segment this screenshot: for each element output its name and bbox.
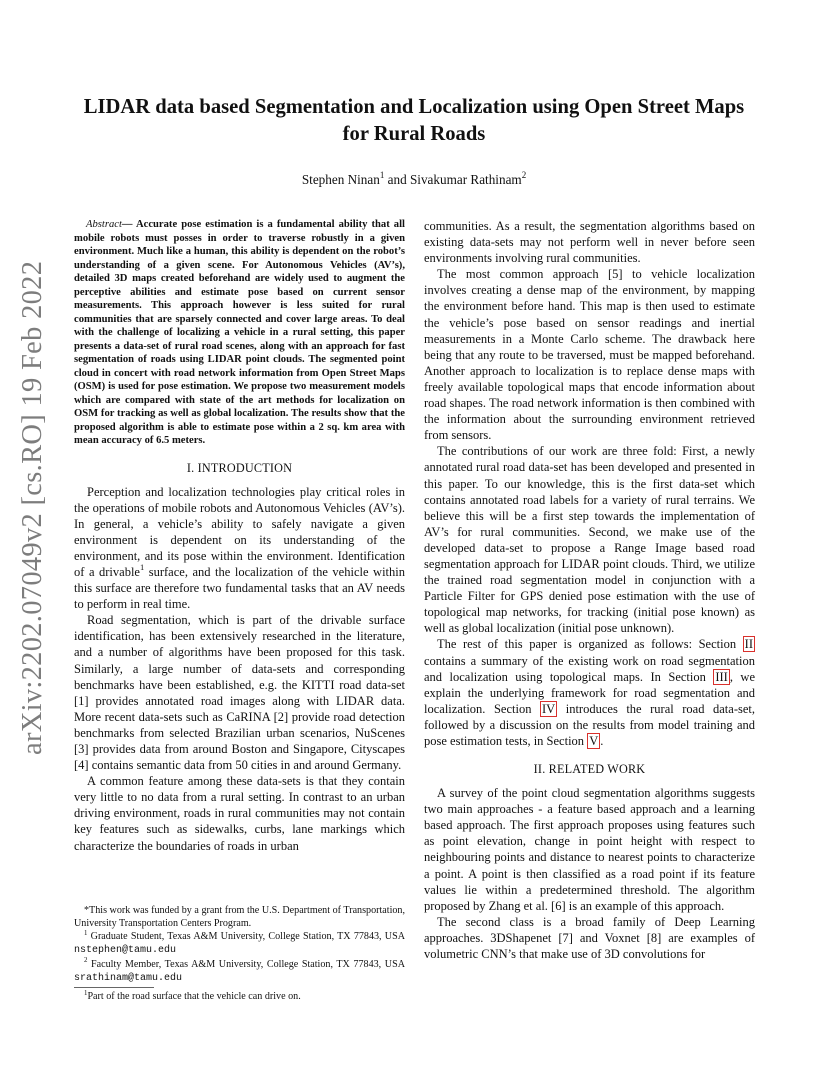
- section-link-ii[interactable]: II: [744, 637, 753, 652]
- footnote-1: [74, 991, 405, 1004]
- affiliation-mark: 2: [84, 957, 88, 965]
- paragraph-text: The rest of this paper is organized as follows: Section: [437, 637, 743, 652]
- footnote-mark: 1: [84, 989, 88, 997]
- intro-paragraph-4: The most common approach [5] to vehicle localization involves creating a dense map of the environment, by mapping the environment before hand. This map is then used to estimate the vehicle’s pose based on sensor readings and inertial measurements in a Monte Carlo scheme. The drawback here being that any route to be traversed, must be mapped beforehand. Another approach to localization is to replace dense maps with freely available topological maps that encode information about road shapes. The road network information is then combined with the information about the surrounding environment retrieved from sensors.: [424, 267, 755, 443]
- author-line: [70, 171, 758, 189]
- intro-paragraph-3: A common feature among these data-sets is that they contain very little to no data from a rural setting. In contrast to an urban driving environment, roads in rural communities may not contain key features such as sidewalks, curbs, lane markings which characterize the boundaries of roads in urban: [74, 774, 405, 853]
- affiliation-text: Faculty Member, Texas A&M University, College Station, TX 77843, USA: [87, 958, 405, 970]
- paragraph-text: contains a summary of the existing work on road segmentation and localization using topological maps. In Section: [424, 653, 755, 684]
- affiliation-mark: 1: [84, 929, 88, 937]
- related-paragraph-2: The second class is a broad family of Deep Learning approaches. 3DShapenet [7] and Voxnet [8] are examples of volumetric CNN’s that make use of 3D convolutions for: [424, 914, 755, 962]
- section-link-v[interactable]: V: [589, 734, 599, 748]
- section-link-iii[interactable]: III: [715, 669, 728, 684]
- left-column: [74, 218, 405, 854]
- section-heading-related-work: II. RELATED WORK: [533, 762, 646, 777]
- paragraph-text: , we explain the underlying framework for road segmentation and localization. Section: [424, 669, 755, 716]
- paper-title: LIDAR data based Segmentation and Localization using Open Street Maps for Rural Roads: [83, 96, 745, 145]
- footnotes: [74, 905, 405, 1005]
- related-paragraph-1: A survey of the point cloud segmentation algorithms suggests two main approaches - a feature based approach and a learning based approach. The first approach proposes using features such as point elevation, change in point height with respect to neighbouring points and distance to nearest points to characterize a point. A point is then classified as a road point if its feature values lie within a predetermined threshold. The algorithm proposed by Zhang et al. [6] is an example of this approach.: [424, 786, 755, 913]
- abstract: [74, 218, 405, 448]
- funding-footnote: *This work was funded by a grant from the U.S. Department of Transportation, University Transportation Centers Program.: [74, 905, 405, 929]
- abstract-text: — Accurate pose estimation is a fundamental ability that all mobile robots must posses in order to traverse robustly in a given environment. Much like a human, this ability is dependent on the robot’s understanding of a given scene. For Autonomous Vehicles (AV’s), detailed 3D maps created beforehand are widely used to augment the perceptive abilities and estimate pose based on current sensor measurements. This approach however is less suited for rural communities that are sparsely connected and cover large areas. To deal with the challenge of localizing a vehicle in a rural setting, this paper presents a data-set of rural road scenes, along with an approach for fast segmentation of roads using LIDAR point clouds. The segmented point cloud in concert with road network information from Open Street Maps (OSM) is used for pose estimation. We propose two measurement models which are compared with state of the art methods for localization on OSM for tracking as well as global localization. The results show that the proposed algorithm is able to estimate pose within a 2 sq. km area with mean accuracy of 6.5 meters.: [74, 219, 405, 446]
- intro-paragraph-5: The contributions of our work are three fold: First, a newly annotated rural road data-set has been developed and presented in this paper. To our knowledge, this is the first data-set which contains annotated road labels for a variety of rural terrains. We believe this will be a first step towards the implementation of AV’s for rural communities. Second, we make use of the developed data-set to propose a Range Image based road segmentation approach for LIDAR point clouds. Third, we utilize the trained road segmentation model in conjunction with a Particle Filter for GPS denied pose estimation with the use of topological map networks, for tracking (initial pose known) as well as global localization (initial pose unknown).: [424, 444, 755, 636]
- footnote-divider: [74, 987, 154, 988]
- affiliation-text: Graduate Student, Texas A&M University, College Station, TX 77843, USA: [87, 931, 405, 943]
- intro-paragraph-1: [74, 484, 405, 613]
- email-link[interactable]: srathinam@tamu.edu: [74, 972, 183, 984]
- footnote-text: Part of the road surface that the vehicle can drive on.: [87, 991, 301, 1003]
- intro-paragraph-2: Road segmentation, which is part of the drivable surface identification, has been extensively researched in the literature, and a number of algorithms have been proposed for this task. Similarly, a large number of data-sets and corresponding benchmarks have been established, e.g. the KITTI road data-set [1] provides annotated road images along with LIDAR data. More recent data-sets such as CaRINA [2] provide road detection benchmarks from selected Brazilian urban scenarios, NuScenes [3] provides data from around Boston and Singapore, Cityscapes [4] contains semantic data from 50 cities in and around Germany.: [74, 613, 405, 773]
- right-column: [424, 218, 755, 962]
- intro-paragraph-6: [424, 636, 755, 749]
- section-link-iv[interactable]: IV: [542, 701, 556, 716]
- paragraph-text: introduces the rural road data-set, followed by a discussion on the results from model training and pose estimation tests, in Section: [424, 701, 755, 748]
- affiliation-footnote-1: [74, 931, 405, 957]
- email-link[interactable]: nstephen@tamu.edu: [74, 945, 177, 957]
- author-name: Sivakumar Rathinam: [409, 172, 522, 187]
- arxiv-identifier-stamp: arXiv:2202.07049v2 [cs.RO] 19 Feb 2022: [17, 260, 48, 755]
- abstract-label: Abstract: [86, 219, 122, 230]
- paragraph-text: .: [600, 734, 604, 748]
- intro-paragraph-3-continued: communities. As a result, the segmentation algorithms based on existing data-sets may not perform well in never before seen environments involving rural communities.: [424, 219, 755, 266]
- author-separator: and: [387, 172, 407, 187]
- paragraph-text: surface, and the localization of the vehicle within this surface are therefore two fundamental tasks that an AV needs to perform in real time.: [74, 564, 405, 612]
- affiliation-mark: 1: [379, 170, 385, 181]
- footnote-mark[interactable]: 1: [139, 562, 145, 573]
- section-heading-introduction: I. INTRODUCTION: [186, 460, 293, 475]
- author-name: Stephen Ninan: [301, 172, 380, 187]
- paragraph-text: Perception and localization technologies play critical roles in the operations of mobile robots and Autonomous Vehicles (AV’s). In general, a vehicle’s ability to safely navigate a given environment is dependent on its understanding of the environment, and its pose within the environment. Identification of a drivable: [74, 484, 405, 579]
- affiliation-footnote-2: [74, 959, 405, 985]
- affiliation-mark: 2: [521, 170, 527, 181]
